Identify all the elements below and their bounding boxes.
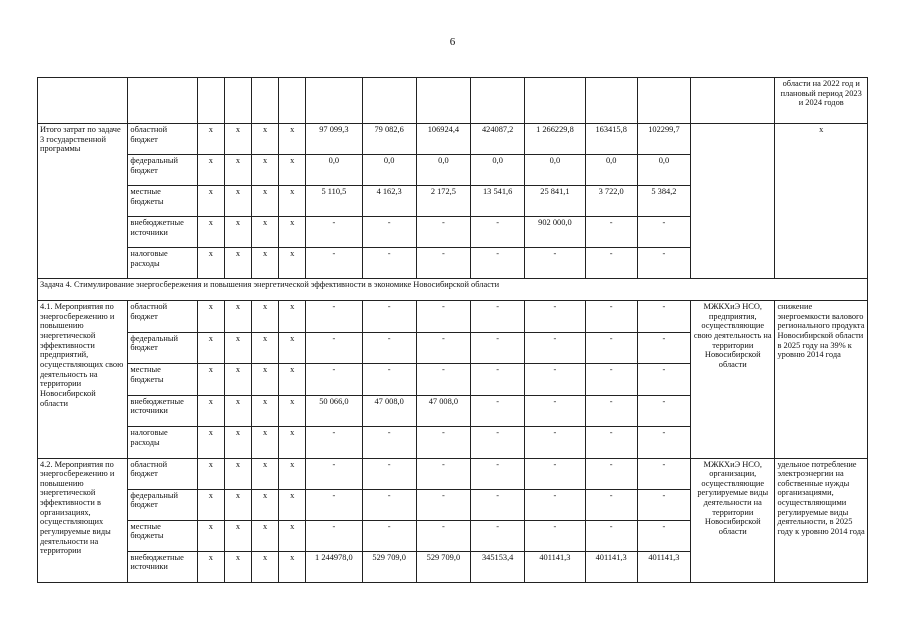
funding-source: налоговые расходы [128, 248, 197, 279]
value-cell: - [362, 364, 416, 396]
value-cell: - [306, 520, 362, 551]
value-cell: 529 709,0 [362, 551, 416, 582]
measure-4-1-executor: МЖКХиЭ НСО, предприятия, осуществляющие свою деятельность на территории Новосибирской области [691, 301, 775, 459]
funding-source: федеральный бюджет [128, 155, 197, 186]
mark-cell: х [197, 551, 224, 582]
funding-source: областной бюджет [128, 301, 197, 333]
empty-cell [38, 78, 128, 124]
empty-cell [252, 78, 279, 124]
value-cell: - [471, 489, 525, 520]
value-cell: - [362, 458, 416, 489]
mark-cell: х [279, 301, 306, 333]
value-cell: - [637, 458, 690, 489]
value-cell: - [525, 332, 585, 364]
value-cell: 0,0 [306, 155, 362, 186]
empty-cell [416, 78, 470, 124]
funding-source: областной бюджет [128, 124, 197, 155]
mark-cell: х [252, 364, 279, 396]
mark-cell: х [197, 248, 224, 279]
value-cell: - [471, 364, 525, 396]
funding-source: областной бюджет [128, 458, 197, 489]
mark-cell: х [252, 395, 279, 427]
task-4-title: Задача 4. Стимулирование энергосбережения и повышения энергетической эффективности в экономике Новосибирской области [38, 279, 868, 301]
value-cell: - [416, 248, 470, 279]
value-cell: - [525, 489, 585, 520]
value-cell: - [416, 217, 470, 248]
mark-cell: х [279, 458, 306, 489]
mark-cell: х [279, 155, 306, 186]
table-row [38, 279, 868, 301]
value-cell: 902 000,0 [525, 217, 585, 248]
table-row [38, 124, 868, 155]
value-cell: 1 244978,0 [306, 551, 362, 582]
value-cell: 401141,3 [525, 551, 585, 582]
value-cell: - [471, 248, 525, 279]
value-cell: - [416, 520, 470, 551]
value-cell: - [362, 332, 416, 364]
value-cell: - [525, 458, 585, 489]
measure-4-2-label: 4.2. Мероприятия по энергосбережению и повышению энергетической эффективности в организациях, осуществляющих регулируемые виды деятельности на территории [38, 458, 128, 582]
value-cell: - [637, 301, 690, 333]
total-block-label: Итого затрат по задаче 3 государственной программы [38, 124, 128, 279]
mark-cell: х [279, 332, 306, 364]
empty-cell [637, 78, 690, 124]
value-cell: - [306, 217, 362, 248]
mark-cell: х [224, 427, 251, 459]
value-cell: 163415,8 [585, 124, 637, 155]
mark-cell: х [252, 217, 279, 248]
mark-cell: х [224, 551, 251, 582]
value-cell: 25 841,1 [525, 186, 585, 217]
value-cell: 0,0 [585, 155, 637, 186]
value-cell: - [416, 427, 470, 459]
mark-cell: х [224, 520, 251, 551]
value-cell: - [637, 489, 690, 520]
value-cell: - [585, 458, 637, 489]
value-cell: - [471, 520, 525, 551]
mark-cell: х [279, 248, 306, 279]
funding-source: налоговые расходы [128, 427, 197, 459]
empty-cell [585, 78, 637, 124]
measure-4-1-result: снижение энергоемкости валового регионального продукта Новосибирской области в 2025 году на 39% к уровню 2014 года [775, 301, 868, 459]
value-cell: - [585, 427, 637, 459]
value-cell: 13 541,6 [471, 186, 525, 217]
mark-cell: х [279, 364, 306, 396]
funding-source: внебюджетные источники [128, 395, 197, 427]
mark-cell: х [279, 124, 306, 155]
funding-source: местные бюджеты [128, 520, 197, 551]
value-cell: - [471, 395, 525, 427]
value-cell: 5 384,2 [637, 186, 690, 217]
mark-cell: х [252, 248, 279, 279]
mark-cell: х [279, 217, 306, 248]
mark-cell: х [252, 301, 279, 333]
value-cell: - [306, 427, 362, 459]
value-cell: - [306, 364, 362, 396]
funding-source: федеральный бюджет [128, 489, 197, 520]
value-cell: - [362, 427, 416, 459]
value-cell: - [306, 489, 362, 520]
value-cell: 401141,3 [585, 551, 637, 582]
measure-4-2-result: удельное потребление электроэнергии на собственные нужды организациями, осуществляющими регулируемые виды деятельности, в 2025 году к уровню 2014 года [775, 458, 868, 582]
mark-cell: х [197, 489, 224, 520]
value-cell: 47 008,0 [416, 395, 470, 427]
mark-cell: х [197, 395, 224, 427]
value-cell: - [416, 489, 470, 520]
value-cell: 97 099,3 [306, 124, 362, 155]
value-cell: - [585, 364, 637, 396]
table-row [38, 458, 868, 489]
value-cell: - [306, 332, 362, 364]
value-cell: 102299,7 [637, 124, 690, 155]
value-cell: - [362, 489, 416, 520]
value-cell: - [471, 458, 525, 489]
mark-cell: х [279, 551, 306, 582]
mark-cell: х [252, 124, 279, 155]
empty-cell [279, 78, 306, 124]
mark-cell: х [197, 458, 224, 489]
mark-cell: х [197, 217, 224, 248]
value-cell: - [637, 395, 690, 427]
value-cell: 4 162,3 [362, 186, 416, 217]
empty-cell [691, 78, 775, 124]
empty-cell [128, 78, 197, 124]
value-cell: - [471, 301, 525, 333]
mark-cell: х [252, 332, 279, 364]
value-cell: - [416, 364, 470, 396]
value-cell: - [306, 458, 362, 489]
empty-cell [306, 78, 362, 124]
value-cell: - [585, 217, 637, 248]
value-cell: 401141,3 [637, 551, 690, 582]
mark-cell: х [197, 155, 224, 186]
value-cell: - [525, 248, 585, 279]
value-cell: - [525, 364, 585, 396]
value-cell: - [362, 520, 416, 551]
value-cell: - [362, 301, 416, 333]
funding-source: внебюджетные источники [128, 551, 197, 582]
mark-cell: х [279, 427, 306, 459]
funding-source: внебюджетные источники [128, 217, 197, 248]
mark-cell: х [197, 186, 224, 217]
total-block-executor [691, 124, 775, 279]
table-row [38, 301, 868, 333]
value-cell: - [637, 520, 690, 551]
table-row [38, 78, 868, 124]
mark-cell: х [224, 217, 251, 248]
empty-cell [197, 78, 224, 124]
value-cell: - [585, 332, 637, 364]
table-body [38, 78, 868, 583]
mark-cell: х [224, 489, 251, 520]
value-cell: - [585, 248, 637, 279]
funding-source: местные бюджеты [128, 364, 197, 396]
value-cell: 0,0 [525, 155, 585, 186]
page-number: 6 [449, 36, 456, 48]
value-cell: 1 266229,8 [525, 124, 585, 155]
value-cell: 529 709,0 [416, 551, 470, 582]
mark-cell: х [197, 124, 224, 155]
value-cell: - [637, 364, 690, 396]
mark-cell: х [252, 186, 279, 217]
mark-cell: х [279, 520, 306, 551]
mark-cell: х [252, 551, 279, 582]
value-cell: - [585, 301, 637, 333]
mark-cell: х [197, 520, 224, 551]
empty-cell [525, 78, 585, 124]
value-cell: 0,0 [637, 155, 690, 186]
value-cell: - [471, 332, 525, 364]
value-cell: 5 110,5 [306, 186, 362, 217]
mark-cell: х [197, 301, 224, 333]
value-cell: - [416, 301, 470, 333]
value-cell: 79 082,6 [362, 124, 416, 155]
measure-4-2-executor: МЖКХиЭ НСО, организации, осуществляющие регулируемые виды деятельности на территории Новосибирской области [691, 458, 775, 582]
empty-cell [224, 78, 251, 124]
mark-cell: х [224, 301, 251, 333]
value-cell: - [585, 489, 637, 520]
mark-cell: х [224, 395, 251, 427]
mark-cell: х [224, 364, 251, 396]
measure-4-1-label: 4.1. Мероприятия по энергосбережению и повышению энергетической эффективности предприятий, осуществляющих свою деятельность на территории Новосибирской области [38, 301, 128, 459]
value-cell: - [306, 248, 362, 279]
mark-cell: х [224, 248, 251, 279]
empty-cell [471, 78, 525, 124]
value-cell: - [471, 427, 525, 459]
mark-cell: х [197, 332, 224, 364]
empty-cell [362, 78, 416, 124]
funding-source: местные бюджеты [128, 186, 197, 217]
funding-source: федеральный бюджет [128, 332, 197, 364]
value-cell: 424087,2 [471, 124, 525, 155]
value-cell: - [525, 427, 585, 459]
mark-cell: х [197, 364, 224, 396]
value-cell: - [525, 301, 585, 333]
mark-cell: х [252, 458, 279, 489]
value-cell: - [637, 217, 690, 248]
value-cell: - [525, 395, 585, 427]
mark-cell: х [279, 395, 306, 427]
value-cell: 3 722,0 [585, 186, 637, 217]
value-cell: - [362, 248, 416, 279]
mark-cell: х [279, 489, 306, 520]
value-cell: 0,0 [416, 155, 470, 186]
value-cell: - [471, 217, 525, 248]
value-cell: - [416, 458, 470, 489]
value-cell: - [585, 520, 637, 551]
mark-cell: х [224, 458, 251, 489]
value-cell: - [637, 427, 690, 459]
mark-cell: х [252, 155, 279, 186]
value-cell: - [525, 520, 585, 551]
mark-cell: х [279, 186, 306, 217]
value-cell: 47 008,0 [362, 395, 416, 427]
value-cell: - [306, 301, 362, 333]
value-cell: 0,0 [471, 155, 525, 186]
continuation-note: области на 2022 год и плановый период 2023 и 2024 годов [775, 78, 868, 124]
mark-cell: х [197, 427, 224, 459]
mark-cell: х [252, 427, 279, 459]
mark-cell: х [224, 124, 251, 155]
value-cell: - [416, 332, 470, 364]
mark-cell: х [252, 520, 279, 551]
value-cell: 2 172,5 [416, 186, 470, 217]
value-cell: - [637, 248, 690, 279]
budget-table [37, 77, 868, 583]
total-block-result: х [775, 124, 868, 279]
value-cell: 0,0 [362, 155, 416, 186]
value-cell: 106924,4 [416, 124, 470, 155]
value-cell: - [362, 217, 416, 248]
value-cell: 50 066,0 [306, 395, 362, 427]
value-cell: 345153,4 [471, 551, 525, 582]
value-cell: - [585, 395, 637, 427]
mark-cell: х [224, 155, 251, 186]
mark-cell: х [224, 332, 251, 364]
mark-cell: х [252, 489, 279, 520]
value-cell: - [637, 332, 690, 364]
mark-cell: х [224, 186, 251, 217]
